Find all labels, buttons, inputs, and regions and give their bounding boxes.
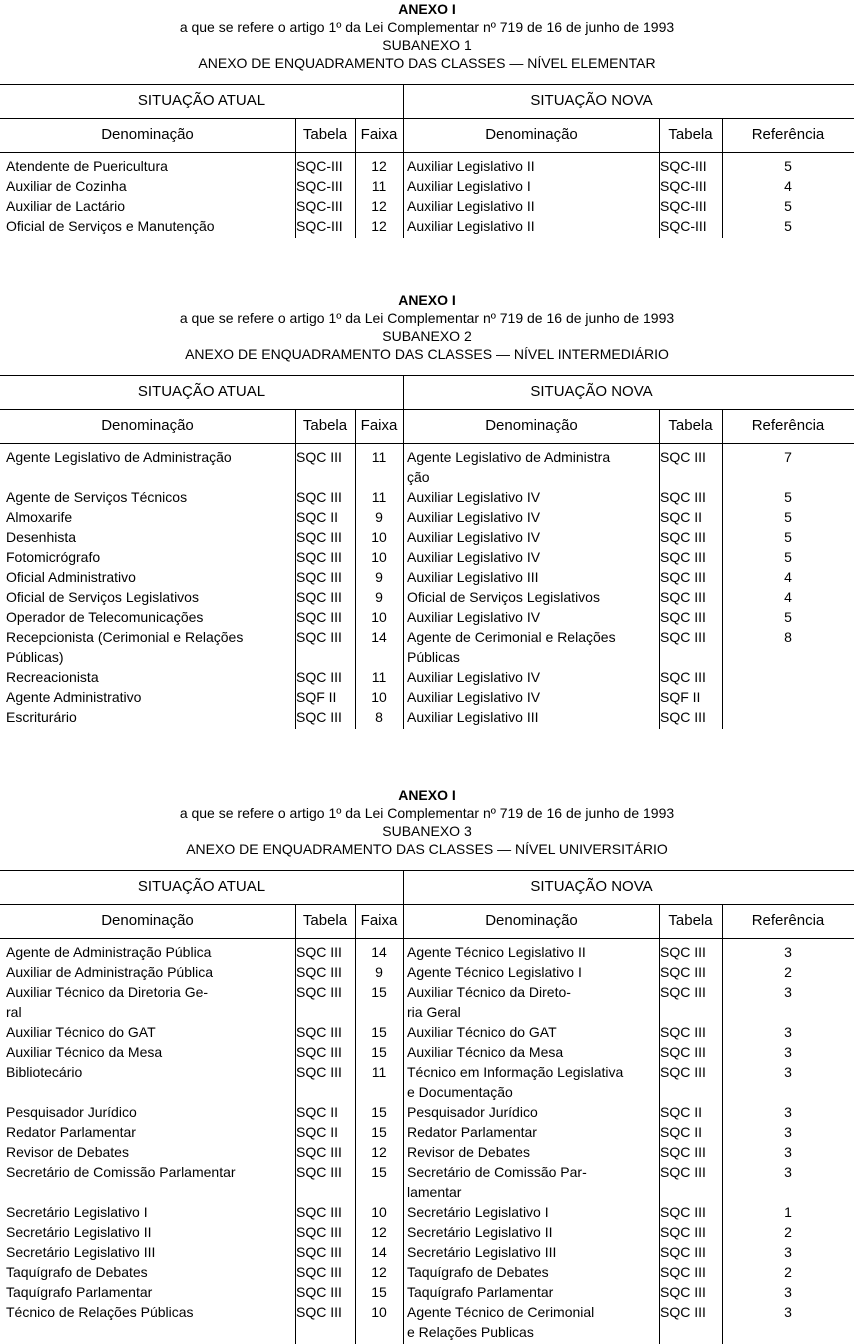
denominacao-atual-cell: Oficial Administrativo [6, 569, 136, 585]
faixa-cell: 12 [371, 1264, 387, 1280]
col-tabela-atual: Tabela [302, 417, 348, 434]
tabela-atual-cell: SQC III [296, 609, 342, 625]
faixa-cell: 12 [371, 1144, 387, 1160]
col-denominacao-nova: Denominação [485, 126, 578, 143]
denominacao-nova-cell: Auxiliar Técnico da Mesa [407, 1044, 564, 1060]
referencia-cell: 3 [784, 944, 792, 960]
table-row [0, 942, 854, 962]
denominacao-atual-cell: Redator Parlamentar [6, 1124, 136, 1140]
col-tabela-nova: Tabela [668, 912, 713, 929]
denominacao-atual-cell: Almoxarife [6, 509, 73, 525]
denominacao-atual-cell: Fotomicrógrafo [6, 549, 101, 565]
referencia-cell: 5 [784, 529, 792, 545]
tabela-nova-cell: SQC-III [660, 158, 707, 174]
faixa-cell: 10 [371, 549, 387, 565]
tabela-atual-cell: SQC III [296, 984, 342, 1000]
tabela-nova-cell: SQC III [660, 1284, 706, 1300]
tabela-nova-cell: SQC III [660, 944, 706, 960]
annex-subtitle: a que se refere o artigo 1º da Lei Complementar nº 719 de 16 de junho de 1993 [179, 805, 675, 821]
group-situacao-nova: SITUAÇÃO NOVA [530, 383, 653, 400]
tabela-nova-cell: SQC III [660, 1064, 706, 1080]
denominacao-atual-cell: Oficial de Serviços Legislativos [6, 589, 199, 605]
tabela-atual-cell: SQC-III [296, 198, 343, 214]
faixa-cell: 14 [371, 944, 387, 960]
tabela-nova-cell: SQC III [660, 529, 706, 545]
col-faixa: Faixa [360, 126, 398, 143]
referencia-cell: 4 [784, 569, 792, 585]
tabela-nova-cell: SQC III [660, 569, 706, 585]
denominacao-atual-cell: Taquígrafo de Debates [6, 1264, 148, 1280]
faixa-cell: 15 [371, 1044, 387, 1060]
col-denominacao-nova: Denominação [485, 417, 578, 434]
faixa-cell: 15 [371, 984, 387, 1000]
faixa-cell: 9 [375, 589, 383, 605]
table-row [0, 962, 854, 982]
denominacao-nova-cell: Auxiliar Legislativo II [407, 158, 535, 174]
tabela-atual-cell: SQC-III [296, 218, 343, 234]
faixa-cell: 10 [371, 529, 387, 545]
denominacao-nova-cell: Auxiliar Legislativo II [407, 218, 535, 234]
faixa-cell: 9 [375, 964, 383, 980]
denominacao-nova-cell: Auxiliar Técnico do GAT [407, 1024, 557, 1040]
table-row [0, 1062, 854, 1102]
faixa-cell: 14 [371, 1244, 387, 1260]
faixa-cell: 14 [371, 629, 387, 645]
denominacao-atual-cell: Taquígrafo Parlamentar [6, 1284, 153, 1300]
denominacao-atual-cell: Bibliotecário [6, 1064, 83, 1080]
table-row [0, 1022, 854, 1042]
tabela-atual-cell: SQC III [296, 449, 342, 465]
faixa-cell: 12 [371, 1224, 387, 1240]
denominacao-atual-cell: Atendente de Puericultura [6, 158, 168, 174]
referencia-cell: 7 [784, 449, 792, 465]
denominacao-atual-cell: Secretário Legislativo I [6, 1204, 148, 1220]
annex-title: ANEXO I [398, 1, 456, 17]
denominacao-nova-cell: Auxiliar Legislativo III [407, 709, 539, 725]
tabela-atual-cell: SQC III [296, 589, 342, 605]
faixa-cell: 9 [375, 569, 383, 585]
denominacao-nova-cell: Secretário de Comissão Par- lamentar [407, 1164, 587, 1200]
referencia-cell: 3 [784, 1124, 792, 1140]
referencia-cell: 3 [784, 1164, 792, 1180]
referencia-cell: 5 [784, 198, 792, 214]
denominacao-nova-cell: Auxiliar Legislativo IV [407, 509, 541, 525]
enquadramento-table [0, 0, 854, 238]
col-tabela-atual: Tabela [302, 912, 348, 929]
tabela-atual-cell: SQC III [296, 1224, 342, 1240]
referencia-cell: 2 [784, 964, 792, 980]
tabela-nova-cell: SQC-III [660, 218, 707, 234]
denominacao-nova-cell: Secretário Legislativo I [407, 1204, 549, 1220]
referencia-cell: 5 [784, 158, 792, 174]
subanexo-label: SUBANEXO 2 [382, 328, 472, 344]
tabela-nova-cell: SQC III [660, 1244, 706, 1260]
col-referencia: Referência [751, 912, 825, 929]
tabela-nova-cell: SQC III [660, 1224, 706, 1240]
faixa-cell: 10 [371, 609, 387, 625]
table-rule [0, 904, 854, 905]
denominacao-atual-cell: Agente Legislativo de Administração [6, 449, 232, 465]
referencia-cell: 3 [784, 1104, 792, 1120]
subanexo-label: SUBANEXO 3 [382, 823, 472, 839]
denominacao-nova-cell: Agente de Cerimonial e Relações Públicas [407, 629, 616, 665]
tabela-atual-cell: SQC III [296, 1204, 342, 1220]
denominacao-nova-cell: Auxiliar Legislativo I [407, 178, 531, 194]
denominacao-atual-cell: Agente de Serviços Técnicos [6, 489, 188, 505]
tabela-nova-cell: SQC III [660, 589, 706, 605]
table-rule [0, 152, 854, 153]
table-row [0, 1302, 854, 1342]
denominacao-atual-cell: Escriturário [6, 709, 77, 725]
table-row [0, 707, 854, 727]
denominacao-atual-cell: Desenhista [6, 529, 77, 545]
tabela-atual-cell: SQC III [296, 669, 342, 685]
table-rule [0, 409, 854, 410]
table-row [0, 567, 854, 587]
tabela-nova-cell: SQC III [660, 1264, 706, 1280]
faixa-cell: 11 [371, 669, 387, 685]
group-situacao-atual: SITUAÇÃO ATUAL [137, 92, 266, 109]
table-row [0, 1242, 854, 1262]
denominacao-atual-cell: Auxiliar Técnico da Diretoria Ge- ral [6, 984, 209, 1020]
tabela-nova-cell: SQC III [660, 709, 706, 725]
tabela-nova-cell: SQC III [660, 629, 706, 645]
col-tabela-nova: Tabela [668, 126, 713, 143]
tabela-nova-cell: SQC III [660, 669, 706, 685]
table-rule [0, 870, 854, 871]
faixa-cell: 15 [371, 1284, 387, 1300]
denominacao-nova-cell: Redator Parlamentar [407, 1124, 537, 1140]
tabela-atual-cell: SQC III [296, 964, 342, 980]
faixa-cell: 12 [371, 218, 387, 234]
denominacao-atual-cell: Operador de Telecomunicações [6, 609, 204, 625]
referencia-cell: 3 [784, 1284, 792, 1300]
denominacao-atual-cell: Recreacionista [6, 669, 99, 685]
tabela-nova-cell: SQC III [660, 1304, 706, 1320]
tabela-atual-cell: SQC III [296, 944, 342, 960]
table-row [0, 507, 854, 527]
col-faixa: Faixa [360, 417, 398, 434]
group-situacao-atual: SITUAÇÃO ATUAL [137, 878, 266, 895]
group-situacao-nova: SITUAÇÃO NOVA [530, 878, 653, 895]
table-row [0, 1122, 854, 1142]
denominacao-nova-cell: Taquígrafo Parlamentar [407, 1284, 554, 1300]
tabela-nova-cell: SQC III [660, 1144, 706, 1160]
tabela-nova-cell: SQC II [660, 509, 703, 525]
denominacao-nova-cell: Agente Técnico de Cerimonial e Relações Publicas [407, 1304, 595, 1340]
annex-title: ANEXO I [398, 292, 456, 308]
denominacao-nova-cell: Taquígrafo de Debates [407, 1264, 549, 1280]
table-row [0, 196, 854, 216]
denominacao-nova-cell: Auxiliar Legislativo IV [407, 689, 541, 705]
col-denominacao-atual: Denominação [101, 912, 194, 929]
tabela-atual-cell: SQC III [296, 569, 342, 585]
col-tabela-atual: Tabela [302, 126, 348, 143]
tabela-nova-cell: SQC III [660, 964, 706, 980]
annex-subtitle: a que se refere o artigo 1º da Lei Complementar nº 719 de 16 de junho de 1993 [179, 19, 675, 35]
faixa-cell: 11 [371, 178, 387, 194]
referencia-cell: 8 [784, 629, 792, 645]
annex-heading: ANEXO DE ENQUADRAMENTO DAS CLASSES — NÍVEL UNIVERSITÁRIO [186, 841, 668, 857]
faixa-cell: 8 [375, 709, 383, 725]
denominacao-atual-cell: Revisor de Debates [6, 1144, 129, 1160]
denominacao-nova-cell: Auxiliar Legislativo III [407, 569, 539, 585]
table-row [0, 447, 854, 487]
enquadramento-table [0, 291, 854, 729]
tabela-atual-cell: SQC-III [296, 158, 343, 174]
tabela-atual-cell: SQC III [296, 489, 342, 505]
tabela-atual-cell: SQC III [296, 1044, 342, 1060]
referencia-cell: 5 [784, 218, 792, 234]
table-row [0, 1282, 854, 1302]
tabela-nova-cell: SQF II [660, 689, 701, 705]
referencia-cell: 3 [784, 1044, 792, 1060]
table-row [0, 607, 854, 627]
faixa-cell: 12 [371, 158, 387, 174]
tabela-atual-cell: SQC III [296, 549, 342, 565]
denominacao-nova-cell: Agente Legislativo de Administra ção [407, 449, 611, 485]
col-denominacao-atual: Denominação [101, 417, 194, 434]
denominacao-atual-cell: Agente de Administração Pública [6, 944, 212, 960]
table-row [0, 1102, 854, 1122]
denominacao-atual-cell: Agente Administrativo [6, 689, 142, 705]
denominacao-nova-cell: Auxiliar Técnico da Direto- ria Geral [407, 984, 571, 1020]
faixa-cell: 9 [375, 509, 383, 525]
denominacao-nova-cell: Agente Técnico Legislativo II [407, 944, 586, 960]
tabela-atual-cell: SQC III [296, 529, 342, 545]
table-rule [0, 443, 854, 444]
table-row [0, 1222, 854, 1242]
table-row [0, 667, 854, 687]
table-row [0, 687, 854, 707]
tabela-atual-cell: SQC III [296, 1064, 342, 1080]
denominacao-atual-cell: Oficial de Serviços e Manutenção [6, 218, 215, 234]
col-denominacao-nova: Denominação [485, 912, 578, 929]
tabela-nova-cell: SQC-III [660, 178, 707, 194]
referencia-cell: 3 [784, 1304, 792, 1320]
denominacao-atual-cell: Pesquisador Jurídico [6, 1104, 137, 1120]
faixa-cell: 10 [371, 689, 387, 705]
tabela-atual-cell: SQC II [296, 1124, 339, 1140]
denominacao-atual-cell: Auxiliar Técnico da Mesa [6, 1044, 163, 1060]
denominacao-nova-cell: Pesquisador Jurídico [407, 1104, 538, 1120]
annex-heading: ANEXO DE ENQUADRAMENTO DAS CLASSES — NÍVEL ELEMENTAR [198, 55, 656, 71]
table-row [0, 1202, 854, 1222]
tabela-atual-cell: SQC III [296, 1164, 342, 1180]
referencia-cell: 3 [784, 1024, 792, 1040]
col-tabela-nova: Tabela [668, 417, 713, 434]
faixa-cell: 15 [371, 1164, 387, 1180]
tabela-atual-cell: SQC III [296, 1264, 342, 1280]
table-rule [0, 118, 854, 119]
tabela-atual-cell: SQC II [296, 1104, 339, 1120]
tabela-atual-cell: SQC III [296, 1244, 342, 1260]
denominacao-nova-cell: Oficial de Serviços Legislativos [407, 589, 600, 605]
referencia-cell: 3 [784, 1064, 792, 1080]
referencia-cell: 4 [784, 589, 792, 605]
col-referencia: Referência [751, 417, 825, 434]
table-row [0, 547, 854, 567]
tabela-atual-cell: SQC III [296, 709, 342, 725]
denominacao-atual-cell: Secretário Legislativo II [6, 1224, 152, 1240]
table-row [0, 527, 854, 547]
denominacao-nova-cell: Revisor de Debates [407, 1144, 530, 1160]
denominacao-atual-cell: Auxiliar de Cozinha [6, 178, 127, 194]
denominacao-nova-cell: Auxiliar Legislativo II [407, 198, 535, 214]
table-rule [0, 84, 854, 85]
table-rule [0, 938, 854, 939]
tabela-nova-cell: SQC III [660, 449, 706, 465]
denominacao-nova-cell: Agente Técnico Legislativo I [407, 964, 582, 980]
tabela-atual-cell: SQC III [296, 1284, 342, 1300]
denominacao-nova-cell: Secretário Legislativo III [407, 1244, 557, 1260]
tabela-atual-cell: SQC III [296, 1024, 342, 1040]
denominacao-nova-cell: Técnico em Informação Legislativa e Documentação [407, 1064, 624, 1100]
tabela-atual-cell: SQC II [296, 509, 339, 525]
table-row [0, 982, 854, 1022]
referencia-cell: 1 [784, 1204, 792, 1220]
faixa-cell: 15 [371, 1124, 387, 1140]
denominacao-atual-cell: Técnico de Relações Públicas [6, 1304, 194, 1320]
referencia-cell: 5 [784, 509, 792, 525]
denominacao-atual-cell: Secretário de Comissão Parlamentar [6, 1164, 236, 1180]
referencia-cell: 2 [784, 1264, 792, 1280]
enquadramento-table [0, 786, 854, 1344]
referencia-cell: 2 [784, 1224, 792, 1240]
table-row [0, 176, 854, 196]
denominacao-nova-cell: Auxiliar Legislativo IV [407, 489, 541, 505]
table-row [0, 1162, 854, 1202]
subanexo-label: SUBANEXO 1 [382, 37, 472, 53]
tabela-atual-cell: SQC III [296, 629, 342, 645]
denominacao-nova-cell: Auxiliar Legislativo IV [407, 549, 541, 565]
table-row [0, 1042, 854, 1062]
table-row [0, 216, 854, 236]
denominacao-atual-cell: Auxiliar Técnico do GAT [6, 1024, 156, 1040]
tabela-nova-cell: SQC III [660, 1204, 706, 1220]
table-row [0, 587, 854, 607]
denominacao-nova-cell: Auxiliar Legislativo IV [407, 609, 541, 625]
referencia-cell: 5 [784, 609, 792, 625]
tabela-atual-cell: SQF II [296, 689, 337, 705]
group-situacao-nova: SITUAÇÃO NOVA [530, 92, 653, 109]
referencia-cell: 3 [784, 1244, 792, 1260]
tabela-nova-cell: SQC III [660, 1044, 706, 1060]
faixa-cell: 11 [371, 449, 387, 465]
group-situacao-atual: SITUAÇÃO ATUAL [137, 383, 266, 400]
referencia-cell: 5 [784, 549, 792, 565]
tabela-atual-cell: SQC III [296, 1304, 342, 1320]
annex-subtitle: a que se refere o artigo 1º da Lei Complementar nº 719 de 16 de junho de 1993 [179, 310, 675, 326]
tabela-nova-cell: SQC III [660, 549, 706, 565]
referencia-cell: 5 [784, 489, 792, 505]
tabela-nova-cell: SQC II [660, 1104, 703, 1120]
tabela-nova-cell: SQC III [660, 1164, 706, 1180]
referencia-cell: 3 [784, 1144, 792, 1160]
faixa-cell: 11 [371, 1064, 387, 1080]
tabela-atual-cell: SQC-III [296, 178, 343, 194]
faixa-cell: 11 [371, 489, 387, 505]
col-denominacao-atual: Denominação [101, 126, 194, 143]
tabela-atual-cell: SQC III [296, 1144, 342, 1160]
annex-title: ANEXO I [398, 787, 456, 803]
denominacao-nova-cell: Auxiliar Legislativo IV [407, 529, 541, 545]
tabela-nova-cell: SQC-III [660, 198, 707, 214]
tabela-nova-cell: SQC III [660, 489, 706, 505]
denominacao-atual-cell: Auxiliar de Lactário [6, 198, 126, 214]
table-row [0, 1262, 854, 1282]
referencia-cell: 3 [784, 984, 792, 1000]
denominacao-nova-cell: Auxiliar Legislativo IV [407, 669, 541, 685]
denominacao-atual-cell: Recepcionista (Cerimonial e Relações Públicas) [6, 629, 244, 665]
faixa-cell: 15 [371, 1104, 387, 1120]
faixa-cell: 10 [371, 1304, 387, 1320]
tabela-nova-cell: SQC III [660, 984, 706, 1000]
denominacao-atual-cell: Auxiliar de Administração Pública [6, 964, 213, 980]
table-row [0, 156, 854, 176]
tabela-nova-cell: SQC III [660, 1024, 706, 1040]
col-referencia: Referência [751, 126, 825, 143]
denominacao-nova-cell: Secretário Legislativo II [407, 1224, 553, 1240]
table-row [0, 487, 854, 507]
faixa-cell: 15 [371, 1024, 387, 1040]
referencia-cell: 4 [784, 178, 792, 194]
denominacao-atual-cell: Secretário Legislativo III [6, 1244, 156, 1260]
table-rule [0, 375, 854, 376]
table-row [0, 1142, 854, 1162]
table-row [0, 627, 854, 667]
tabela-nova-cell: SQC II [660, 1124, 703, 1140]
faixa-cell: 10 [371, 1204, 387, 1220]
faixa-cell: 12 [371, 198, 387, 214]
col-faixa: Faixa [360, 912, 398, 929]
annex-heading: ANEXO DE ENQUADRAMENTO DAS CLASSES — NÍVEL INTERMEDIÁRIO [185, 346, 669, 362]
tabela-nova-cell: SQC III [660, 609, 706, 625]
